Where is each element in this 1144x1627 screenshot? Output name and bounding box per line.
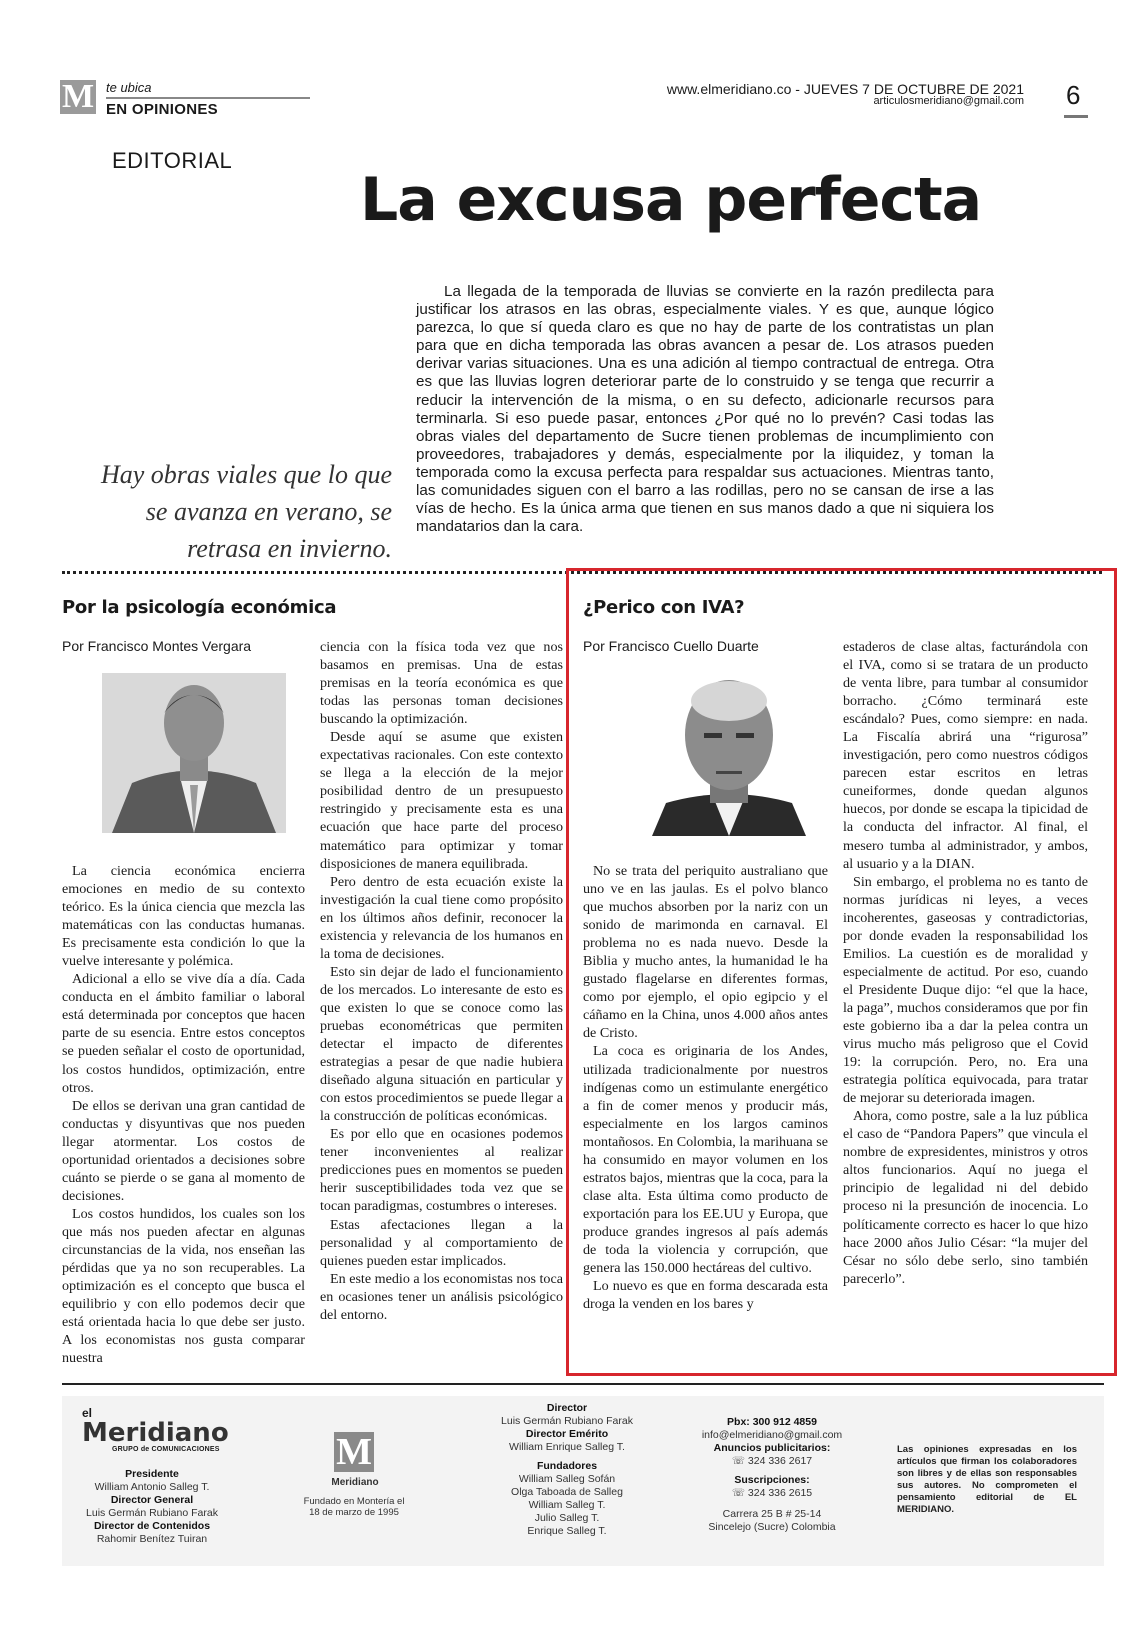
paragraph: Esto sin dejar de lado el funcionamiento de los mercados. Lo interesante de esto es que existen lo que se conoce como las pruebas econométricas que permiten detectar el impacto de diferentes estrategias a pesar de que nadie hubiera diseñado alguna situación en particular y con estos procedimientos se puede llegar a la construcción de políticas económicas. bbox=[320, 963, 563, 1125]
footer-logo-icon: M bbox=[334, 1432, 374, 1472]
editorial-headline: La excusa perfecta bbox=[360, 165, 982, 235]
dir-contenidos-name: Rahomir Benítez Tuiran bbox=[96, 1533, 208, 1545]
article2-title: ¿Perico con IVA? bbox=[583, 597, 745, 618]
paragraph: Desde aquí se asume que existen expectativas racionales. Con este contexto se llega a la elección de la mejor posibilidad dentro de un presupuesto restringido y precisamente esta es una ecuación que hace parte del proceso matemático para optimizar y tomar disposiciones de manera equilibrada. bbox=[320, 729, 563, 872]
article2-author-photo bbox=[644, 673, 814, 836]
paragraph: Adicional a ello se vive día a día. Cada conducta en el ámbito familiar o laboral está determinada por conceptos que hacen parte de su esencia. Entre estos conceptos se pueden señalar el costo de oportunidad, los costos hundidos, optimización, entre otros. bbox=[62, 971, 305, 1096]
suscripciones-label: Suscripciones: bbox=[734, 1474, 810, 1486]
contact-email: info@elmeridiano@gmail.com bbox=[701, 1429, 843, 1441]
whatsapp-icon: ☏ bbox=[731, 1455, 745, 1467]
author-portrait-icon bbox=[102, 673, 286, 833]
whatsapp-icon: ☏ bbox=[731, 1487, 745, 1499]
paragraph: No se trata del periquito australiano que uno ve en las jaulas. Es el polvo blanco que muchos absorben por la nariz con un sonido de marimonda en carnaval. El problema no es nada nuevo. Desde la Biblia y mucho antes, la humanidad le ha gustado flagelarse en diferentes formas, como por ejemplo, el opio egipcio y el cáñamo en la China, unos 4.000 años antes de Cristo. bbox=[583, 863, 828, 1042]
page-number: 6 bbox=[1066, 80, 1081, 110]
contact-block bbox=[687, 1416, 857, 1534]
kicker-rule bbox=[106, 97, 310, 99]
staff-left bbox=[72, 1468, 232, 1546]
paragraph: ciencia con la física toda vez que nos basamos en premisas. Una de estas premisas en la teoría económica es que todas las personas toman decisiones buscando la optimización. bbox=[320, 639, 563, 728]
staff-center bbox=[487, 1402, 647, 1538]
paragraph: Ahora, como postre, sale a la luz pública el caso de “Pandora Papers” que vincula el nombre de expresidentes, ministros y otros altos funcionarios. Aquí no juega el principio de legalidad ni del debido proceso ni la presunción de inocencia. Lo políticamente correcto es hacer lo que hizo hace 2000 años Julio César: “la mujer del César no sólo debe serlo, sino también parecerlo”. bbox=[843, 1108, 1088, 1287]
author-portrait-icon bbox=[644, 673, 814, 836]
meridiano-logo: M bbox=[61, 78, 95, 115]
founded-note: Fundado en Montería el 18 de marzo de 1995 bbox=[303, 1496, 405, 1518]
disclaimer: Las opiniones expresadas en los artículos que firman los colaboradores son libres y de ellas son responsables sus autores. No comprometen el pensamiento editorial de EL MERIDIANO. bbox=[897, 1444, 1077, 1515]
dir-contenidos-label: Director de Contenidos bbox=[93, 1520, 211, 1532]
paragraph: En este medio a los economistas nos toca en ocasiones tener un análisis psicológico del entorno. bbox=[320, 1270, 563, 1323]
brand-subtitle: GRUPO de COMUNICACIONES bbox=[112, 1446, 220, 1453]
paragraph: estaderos de clase altas, facturándola con el IVA, como si se tratara de un producto de venta libre, para tumbar al consumidor borracho. ¿Cómo terminará este escándalo? Pues, como siempre: en nada. La Fiscalía abrirá una “rigurosa” investigación, pero como nuestros códigos parecen estar escritos en letras cuneiformes, donde quedan algunos huecos, por donde se escapa la tipicidad de la conducta del infractor. Al final, el mesero tumba al administrador, y ambos, al usuario y a la DIAN. bbox=[843, 639, 1088, 872]
paragraph: Es por ello que en ocasiones podemos tener inconvenientes al realizar predicciones pues en momentos se pueden herir susceptibilidades toda vez que se tocan paradigmas, costumbres o intereses. bbox=[320, 1126, 563, 1215]
page-number-rule bbox=[1064, 115, 1088, 118]
editorial-body: La llegada de la temporada de lluvias se convierte en la razón predilecta para justificar los atrasos en las obras, especialmente viales. Y es que, aunque lógico parezca, lo que sí queda claro es que no hay de parte de los contratistas un plan para que en dicha temporada las obras avancen a pesar de. Los atrasos pueden derivar varias situaciones. Una es una adición al tiempo contractual de entrega. Otra es que las lluvias logren deteriorar parte de lo construido y se tenga que recurrir a reducir la intervención de la misma, o en su defecto, adicionarle recursos para terminarla. Si eso puede pasar, entonces ¿Por qué no lo prevén? Casi todas las obras viales del departamento de Sucre tienen problemas de incumplimiento con proveedores, trabajadores y demás, especialmente por la iliquidez, y toman la temporada como la excusa perfecta para respaldar sus actuaciones. Mientras tanto, las comunidades siguen con el barro a las rodillas, pero no se cansan de irse a las vías de hecho. Es la única arma que tienen en sus manos dado a que ni siquiera los mandatarios dan la cara. bbox=[416, 283, 994, 536]
paragraph: La ciencia económica encierra emociones en medio de su contexto teórico. Es la única ciencia que mezcla las matemáticas con las conductas humanas. Es precisamente esta condición lo que la vuelve interesante y polémica. bbox=[62, 863, 305, 970]
header-url-date: www.elmeridiano.co - JUEVES 7 DE OCTUBRE DE 2021 bbox=[666, 81, 1024, 97]
article2-byline: Por Francisco Cuello Duarte bbox=[583, 638, 759, 654]
article2-column2 bbox=[843, 638, 1088, 1288]
article2-column1 bbox=[583, 862, 828, 1313]
paragraph: Lo nuevo es que en forma descarada esta droga la venden en los bares y bbox=[583, 1278, 828, 1313]
director-name: Luis Germán Rubiano Farak bbox=[501, 1415, 633, 1427]
article1-column1 bbox=[62, 862, 305, 1367]
anuncios-phone: 324 336 2617 bbox=[747, 1455, 813, 1467]
section-name: EN OPINIONES bbox=[106, 101, 218, 118]
dir-general-label: Director General bbox=[110, 1494, 194, 1506]
emerito-label: Director Emérito bbox=[525, 1428, 609, 1440]
emerito-name: William Enrique Salleg T. bbox=[509, 1441, 625, 1453]
article1-author-photo bbox=[102, 673, 286, 833]
presidente-name: William Antonio Salleg T. bbox=[94, 1481, 210, 1493]
dir-general-name: Luis Germán Rubiano Farak bbox=[86, 1507, 218, 1519]
article1-byline: Por Francisco Montes Vergara bbox=[62, 638, 252, 654]
city: Sincelejo (Sucre) Colombia bbox=[708, 1521, 836, 1533]
suscripciones-phone: 324 336 2615 bbox=[747, 1487, 813, 1499]
brand-name: Meridiano bbox=[82, 1418, 229, 1448]
paragraph: Sin embargo, el problema no es tanto de normas jurídicas ni leyes, a veces incoherentes, gaseosas y contradictorias, por donde evaden la responsabilidad los Emilios. La cuestión es de moralidad y especialmente de actitud. Por eso, cuando el Presidente Duque dijo: “el que la hace, la paga”, muchos consideramos que por fin este gobierno iba a dar la pelea contra un virus mucho más peligroso que el Covid 19: la corrupción. Pero, no. Era una estrategia política equivocada, para tratar de mejorar su deteriorada imagen. bbox=[843, 873, 1088, 1107]
footer-logo-name: Meridiano bbox=[331, 1477, 379, 1488]
editorial-label: EDITORIAL bbox=[112, 148, 233, 173]
header-email: articulosmeridiano@gmail.com bbox=[873, 95, 1024, 107]
paragraph: Los costos hundidos, los cuales son los que más nos pueden afectar en algunas circunstancias de la vida, nos enseñan las pérdidas que ya no son recuperables. La optimización es el concepto que busca el equilibrio y con ello podemos decir que está orientada hacia lo que debe ser justo. A los economistas nos gusta comparar nuestra bbox=[62, 1205, 305, 1367]
article1-title: Por la psicología económica bbox=[62, 597, 337, 618]
footer-rule bbox=[62, 1383, 1104, 1385]
director-label: Director bbox=[546, 1402, 588, 1414]
paragraph: Pero dentro de esta ecuación existe la investigación la cual tiene como propósito en los últimos años definir, reconocer la existencia y relevancia de los humanos en la toma de decisiones. bbox=[320, 873, 563, 962]
fundador: Julio Salleg T. bbox=[534, 1512, 600, 1524]
pbx: Pbx: 300 912 4859 bbox=[727, 1416, 817, 1428]
fundador: Enrique Salleg T. bbox=[527, 1525, 607, 1537]
footer-brand bbox=[82, 1406, 229, 1453]
fundadores-label: Fundadores bbox=[536, 1460, 598, 1472]
section-kicker: te ubica bbox=[106, 80, 152, 95]
paragraph: Estas afectaciones llegan a la personalidad y al comportamiento de quienes pueden estar implicados. bbox=[320, 1216, 563, 1269]
paragraph: De ellos se derivan una gran cantidad de conductas y disyuntivas que nos pueden llegar atormentar. Los costos de oportunidad orientados a decisiones sobre cuánto se pierde o se gana al momento de decisiones. bbox=[62, 1097, 305, 1204]
editorial-pullquote: Hay obras viales que lo que se avanza en verano, se retrasa en invierno. bbox=[100, 460, 392, 563]
masthead-footer bbox=[62, 1396, 1104, 1566]
fundador: William Salleg Sofán bbox=[518, 1473, 616, 1485]
paragraph: La coca es originaria de los Andes, utilizada tradicionalmente por nuestros indígenas como un estimulante energético a fin de comer menos y producir más, especialmente en los largos caminos montañosos. En Colombia, la marihuana se ha consumido en mayor volumen en los estratos bajos, mientras que la coca, para la clase alta. Esta última como producto de exportación para los EE.UU y Europa, que produce grandes ingresos al país además de toda la violencia y corrupción, que genera las 150.000 hectáreas del cultivo. bbox=[583, 1043, 828, 1277]
brand-el: el bbox=[82, 1406, 93, 1420]
fundador: Olga Taboada de Salleg bbox=[511, 1486, 623, 1498]
anuncios-label: Anuncios publicitarios: bbox=[713, 1442, 831, 1454]
address: Carrera 25 B # 25-14 bbox=[722, 1508, 822, 1520]
presidente-label: Presidente bbox=[125, 1468, 179, 1480]
fundador: William Salleg T. bbox=[528, 1499, 606, 1511]
article1-column2 bbox=[320, 638, 563, 1324]
